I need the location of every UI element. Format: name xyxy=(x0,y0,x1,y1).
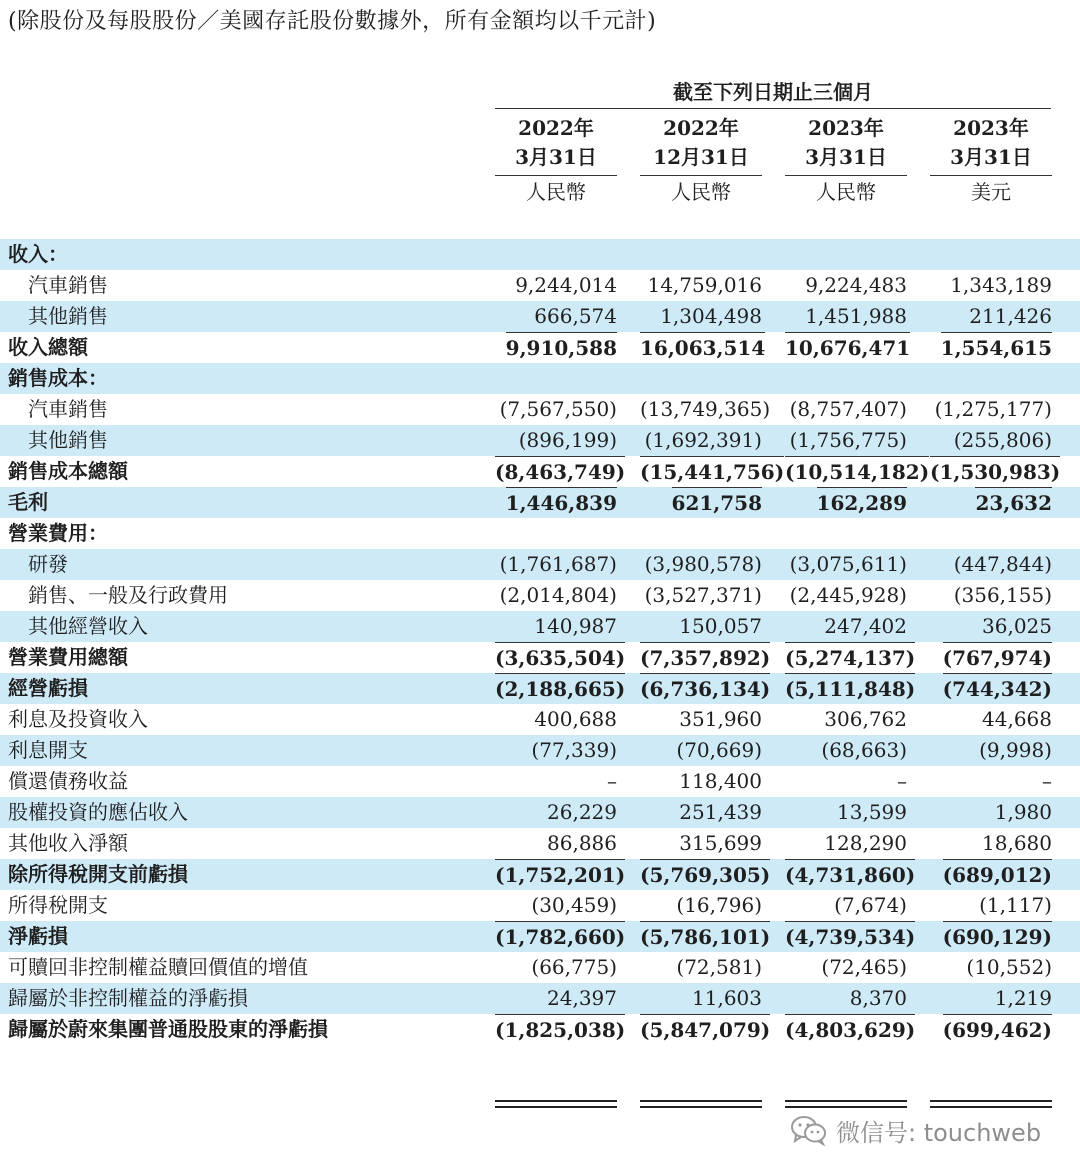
double-underline xyxy=(785,1100,907,1108)
cell-value: 1,446,839 xyxy=(506,487,617,517)
cell-value: 128,290 xyxy=(824,831,907,855)
value-cell xyxy=(930,859,1052,891)
value-cell xyxy=(495,890,617,921)
value-cell xyxy=(930,487,1052,519)
cell-value: (356,155) xyxy=(953,583,1052,607)
cell-value: 13,599 xyxy=(837,800,907,824)
value-cell xyxy=(785,859,916,891)
row-label: 研發 xyxy=(28,552,68,576)
value-cell xyxy=(495,518,617,549)
column-date: 3月31日 xyxy=(515,145,597,169)
value-cell xyxy=(495,270,617,301)
value-cell xyxy=(785,921,916,953)
watermark xyxy=(790,1110,1041,1150)
column-currency: 人民幣 xyxy=(671,180,731,204)
value-cell xyxy=(495,766,617,797)
column-rule xyxy=(640,175,762,176)
page-title: (除股份及每股股份／美國存託股份數據外，所有金額均以千元計) xyxy=(8,9,657,34)
cell-value: (4,731,860) xyxy=(785,859,915,889)
column-currency: 人民幣 xyxy=(816,180,876,204)
value-cell xyxy=(930,642,1052,674)
cell-value: (6,736,134) xyxy=(640,673,770,703)
cell-value: 162,289 xyxy=(817,487,907,517)
value-cell xyxy=(785,270,907,301)
table-row xyxy=(0,518,1080,549)
value-cell xyxy=(930,890,1052,921)
cell-value: 26,229 xyxy=(547,800,617,824)
row-label: 銷售成本： xyxy=(8,366,108,390)
value-cell xyxy=(930,828,1052,859)
row-label: 其他銷售 xyxy=(28,304,108,328)
table-row xyxy=(0,673,1080,704)
row-label: 淨虧損 xyxy=(8,924,68,948)
value-cell xyxy=(930,921,1052,953)
cell-value: (66,775) xyxy=(531,955,617,979)
table-row xyxy=(0,270,1080,301)
column-rule xyxy=(785,175,907,176)
column-rule xyxy=(930,175,1052,176)
value-cell xyxy=(495,642,626,674)
cell-value: 86,886 xyxy=(547,831,617,855)
cell-value: 251,439 xyxy=(679,800,762,824)
table-row xyxy=(0,704,1080,735)
column-year: 2022年 xyxy=(518,116,594,140)
double-underline xyxy=(640,1100,762,1108)
cell-value: (689,012) xyxy=(943,859,1052,889)
table-row xyxy=(0,487,1080,518)
cell-value: 10,676,471 xyxy=(785,332,910,362)
value-cell xyxy=(640,642,771,674)
cell-value: (68,663) xyxy=(821,738,907,762)
cell-value: (1,761,687) xyxy=(499,552,617,576)
cell-value: (16,796) xyxy=(676,893,762,917)
value-cell xyxy=(640,549,762,580)
table-row xyxy=(0,1014,1080,1048)
value-cell xyxy=(495,952,617,983)
value-cell xyxy=(930,270,1052,301)
value-cell xyxy=(640,921,771,953)
row-label: 所得稅開支 xyxy=(8,893,108,917)
value-cell xyxy=(495,828,617,859)
value-cell xyxy=(640,1014,771,1046)
value-cell xyxy=(495,549,617,580)
cell-value: (1,752,201) xyxy=(495,859,625,889)
column-date: 3月31日 xyxy=(950,145,1032,169)
table-row xyxy=(0,766,1080,797)
cell-value: (15,441,756) xyxy=(640,456,784,486)
row-label: 營業費用總額 xyxy=(8,645,128,669)
table-row xyxy=(0,859,1080,890)
cell-value: (2,445,928) xyxy=(789,583,907,607)
value-cell xyxy=(930,1014,1052,1046)
table-row xyxy=(0,301,1080,332)
row-label: 除所得稅開支前虧損 xyxy=(8,862,188,886)
value-cell xyxy=(640,487,762,519)
cell-value: (767,974) xyxy=(943,642,1052,672)
value-cell xyxy=(930,797,1052,828)
cell-value: (5,111,848) xyxy=(785,673,915,703)
row-label: 其他經營收入 xyxy=(28,614,148,638)
table-row xyxy=(0,580,1080,611)
value-cell xyxy=(640,704,762,735)
cell-value: (5,274,137) xyxy=(785,642,915,672)
cell-value: 118,400 xyxy=(679,769,762,793)
cell-value: 1,980 xyxy=(994,800,1052,824)
cell-value: (4,739,534) xyxy=(785,921,915,951)
value-cell xyxy=(930,611,1052,642)
row-label: 銷售成本總額 xyxy=(8,459,128,483)
row-label: 償還債務收益 xyxy=(8,769,128,793)
cell-value: 36,025 xyxy=(982,614,1052,638)
column-header xyxy=(930,114,1052,207)
value-cell xyxy=(640,332,766,364)
cell-value: 9,224,483 xyxy=(805,273,907,297)
value-cell xyxy=(785,735,907,766)
value-cell xyxy=(930,580,1052,611)
value-cell xyxy=(930,425,1052,456)
row-label: 汽車銷售 xyxy=(28,397,108,421)
value-cell xyxy=(495,425,617,456)
table-row xyxy=(0,549,1080,580)
cell-value: 16,063,514 xyxy=(640,332,765,362)
value-cell xyxy=(785,580,907,611)
value-cell xyxy=(495,580,617,611)
table-row xyxy=(0,983,1080,1014)
value-cell xyxy=(640,394,771,425)
value-cell xyxy=(495,859,626,891)
value-cell xyxy=(785,890,907,921)
value-cell xyxy=(640,797,762,828)
table-row xyxy=(0,456,1080,487)
cell-value: 23,632 xyxy=(975,487,1052,517)
cell-value: 9,910,588 xyxy=(506,332,617,362)
row-label: 汽車銷售 xyxy=(28,273,108,297)
value-cell xyxy=(495,487,617,519)
row-label: 可贖回非控制權益贖回價值的增值 xyxy=(8,955,308,979)
value-cell xyxy=(640,890,762,921)
cell-value: (5,847,079) xyxy=(640,1014,770,1044)
value-cell xyxy=(495,735,617,766)
value-cell xyxy=(785,828,907,859)
column-year: 2023年 xyxy=(808,116,884,140)
value-cell xyxy=(785,766,907,797)
value-cell xyxy=(640,425,762,456)
table-row xyxy=(0,828,1080,859)
cell-value: (3,527,371) xyxy=(644,583,762,607)
row-label: 銷售、一般及行政費用 xyxy=(28,583,228,607)
cell-value: (690,129) xyxy=(943,921,1052,951)
cell-value: 247,402 xyxy=(824,614,907,638)
cell-value: – xyxy=(1042,769,1052,793)
value-cell xyxy=(495,394,617,425)
cell-value: (896,199) xyxy=(518,428,617,452)
value-cell xyxy=(495,301,617,332)
column-year: 2022年 xyxy=(663,116,739,140)
table-header xyxy=(0,70,1080,220)
value-cell xyxy=(930,456,1061,488)
watermark-text: 微信号: touchweb xyxy=(836,1118,1042,1147)
value-cell xyxy=(785,487,907,519)
table-row xyxy=(0,363,1080,394)
cell-value: (4,803,629) xyxy=(785,1014,915,1044)
value-cell xyxy=(785,642,916,674)
value-cell xyxy=(785,425,907,456)
cell-value: (10,514,182) xyxy=(785,456,929,486)
cell-value: 315,699 xyxy=(679,831,762,855)
value-cell xyxy=(640,952,762,983)
value-cell xyxy=(930,518,1052,549)
cell-value: (255,806) xyxy=(953,428,1052,452)
value-cell xyxy=(495,363,617,394)
column-header xyxy=(785,114,907,207)
table-row xyxy=(0,921,1080,952)
value-cell xyxy=(785,1014,916,1046)
wechat-icon xyxy=(790,1114,828,1146)
value-cell xyxy=(640,828,762,859)
cell-value: 11,603 xyxy=(692,986,762,1010)
cell-value: 211,426 xyxy=(969,304,1052,328)
column-date: 3月31日 xyxy=(805,145,887,169)
column-currency: 美元 xyxy=(971,180,1011,204)
cell-value: 14,759,016 xyxy=(647,273,762,297)
financial-table xyxy=(0,239,1080,1048)
value-cell xyxy=(785,456,930,488)
column-year: 2023年 xyxy=(953,116,1029,140)
cell-value: 9,244,014 xyxy=(515,273,617,297)
cell-value: (30,459) xyxy=(531,893,617,917)
cell-value: (3,635,504) xyxy=(495,642,625,672)
cell-value: 1,343,189 xyxy=(950,273,1052,297)
value-cell xyxy=(930,983,1052,1014)
cell-value: 400,688 xyxy=(534,707,617,731)
cell-value: 666,574 xyxy=(534,304,617,328)
value-cell xyxy=(785,239,907,270)
value-cell xyxy=(785,518,907,549)
table-row xyxy=(0,890,1080,921)
value-cell xyxy=(785,611,907,642)
value-cell xyxy=(930,952,1052,983)
cell-value: 1,304,498 xyxy=(660,304,762,328)
row-label: 利息開支 xyxy=(8,738,88,762)
table-row xyxy=(0,239,1080,270)
value-cell xyxy=(640,301,762,332)
table-row xyxy=(0,425,1080,456)
row-label: 股權投資的應佔收入 xyxy=(8,800,188,824)
column-header xyxy=(640,114,762,207)
cell-value: (5,786,101) xyxy=(640,921,770,951)
value-cell xyxy=(495,1014,626,1046)
value-cell xyxy=(785,301,907,332)
value-cell xyxy=(640,859,771,891)
value-cell xyxy=(640,735,762,766)
row-label: 經營虧損 xyxy=(8,676,88,700)
cell-value: 306,762 xyxy=(824,707,907,731)
row-label: 其他銷售 xyxy=(28,428,108,452)
value-cell xyxy=(495,673,626,705)
cell-value: (72,581) xyxy=(676,955,762,979)
table-row xyxy=(0,735,1080,766)
cell-value: (699,462) xyxy=(943,1014,1052,1044)
value-cell xyxy=(640,673,771,705)
column-rule xyxy=(495,175,617,176)
value-cell xyxy=(640,983,762,1014)
cell-value: (8,463,749) xyxy=(495,456,625,486)
row-label: 收入： xyxy=(8,242,68,266)
cell-value: 351,960 xyxy=(679,707,762,731)
value-cell xyxy=(640,270,762,301)
column-currency: 人民幣 xyxy=(526,180,586,204)
cell-value: 1,554,615 xyxy=(941,332,1052,362)
value-cell xyxy=(930,735,1052,766)
value-cell xyxy=(930,704,1052,735)
table-row xyxy=(0,611,1080,642)
cell-value: 140,987 xyxy=(534,614,617,638)
value-cell xyxy=(495,921,626,953)
value-cell xyxy=(930,239,1052,270)
value-cell xyxy=(930,549,1052,580)
value-cell xyxy=(785,363,907,394)
cell-value: (1,782,660) xyxy=(495,921,625,951)
column-header xyxy=(495,114,617,207)
value-cell xyxy=(640,456,785,488)
double-underline xyxy=(930,1100,1052,1108)
table-row xyxy=(0,332,1080,363)
value-cell xyxy=(930,394,1052,425)
table-row xyxy=(0,394,1080,425)
value-cell xyxy=(495,704,617,735)
cell-value: (5,769,305) xyxy=(640,859,770,889)
cell-value: – xyxy=(607,769,617,793)
value-cell xyxy=(930,301,1052,332)
value-cell xyxy=(495,332,617,364)
value-cell xyxy=(930,673,1052,705)
row-label: 毛利 xyxy=(8,490,48,514)
row-label: 歸屬於蔚來集團普通股股東的淨虧損 xyxy=(8,1017,328,1041)
row-label: 歸屬於非控制權益的淨虧損 xyxy=(8,986,248,1010)
table-row xyxy=(0,642,1080,673)
double-underline xyxy=(495,1100,617,1108)
value-cell xyxy=(930,363,1052,394)
cell-value: 621,758 xyxy=(672,487,762,517)
cell-value: (1,756,775) xyxy=(789,428,907,452)
row-label: 其他收入淨額 xyxy=(8,831,128,855)
value-cell xyxy=(640,239,762,270)
cell-value: (744,342) xyxy=(943,673,1052,703)
value-cell xyxy=(640,518,762,549)
cell-value: (8,757,407) xyxy=(789,397,907,421)
cell-value: (1,275,177) xyxy=(934,397,1052,421)
value-cell xyxy=(640,611,762,642)
row-label: 營業費用： xyxy=(8,521,108,545)
cell-value: 24,397 xyxy=(547,986,617,1010)
column-date: 12月31日 xyxy=(653,145,749,169)
cell-value: (13,749,365) xyxy=(640,397,771,421)
value-cell xyxy=(495,456,626,488)
cell-value: (70,669) xyxy=(676,738,762,762)
value-cell xyxy=(785,394,907,425)
cell-value: (1,530,983) xyxy=(930,456,1060,486)
cell-value: (77,339) xyxy=(531,738,617,762)
value-cell xyxy=(785,704,907,735)
value-cell xyxy=(495,983,617,1014)
row-label: 收入總額 xyxy=(8,335,88,359)
cell-value: (7,567,550) xyxy=(499,397,617,421)
value-cell xyxy=(640,766,762,797)
cell-value: 150,057 xyxy=(679,614,762,638)
cell-value: 1,219 xyxy=(994,986,1052,1010)
cell-value: (2,188,665) xyxy=(495,673,625,703)
value-cell xyxy=(495,797,617,828)
cell-value: (10,552) xyxy=(966,955,1052,979)
table-row xyxy=(0,797,1080,828)
cell-value: (1,117) xyxy=(979,893,1052,917)
period-label: 截至下列日期止三個月 xyxy=(673,80,873,104)
cell-value: (7,674) xyxy=(834,893,907,917)
value-cell xyxy=(495,611,617,642)
cell-value: (7,357,892) xyxy=(640,642,770,672)
value-cell xyxy=(785,797,907,828)
cell-value: 8,370 xyxy=(849,986,907,1010)
cell-value: (447,844) xyxy=(953,552,1052,576)
cell-value: (1,825,038) xyxy=(495,1014,625,1044)
value-cell xyxy=(785,549,907,580)
value-cell xyxy=(785,983,907,1014)
period-rule xyxy=(495,108,1051,109)
value-cell xyxy=(495,239,617,270)
value-cell xyxy=(640,363,762,394)
cell-value: (2,014,804) xyxy=(499,583,617,607)
cell-value: (1,692,391) xyxy=(644,428,762,452)
cell-value: (3,075,611) xyxy=(789,552,907,576)
value-cell xyxy=(785,952,907,983)
value-cell xyxy=(640,580,762,611)
value-cell xyxy=(930,332,1052,364)
value-cell xyxy=(930,766,1052,797)
row-label: 利息及投資收入 xyxy=(8,707,148,731)
cell-value: (72,465) xyxy=(821,955,907,979)
cell-value: 44,668 xyxy=(982,707,1052,731)
value-cell xyxy=(785,332,911,364)
cell-value: 1,451,988 xyxy=(805,304,907,328)
cell-value: (9,998) xyxy=(979,738,1052,762)
table-row xyxy=(0,952,1080,983)
cell-value: (3,980,578) xyxy=(644,552,762,576)
cell-value: – xyxy=(897,769,907,793)
value-cell xyxy=(785,673,916,705)
cell-value: 18,680 xyxy=(982,831,1052,855)
